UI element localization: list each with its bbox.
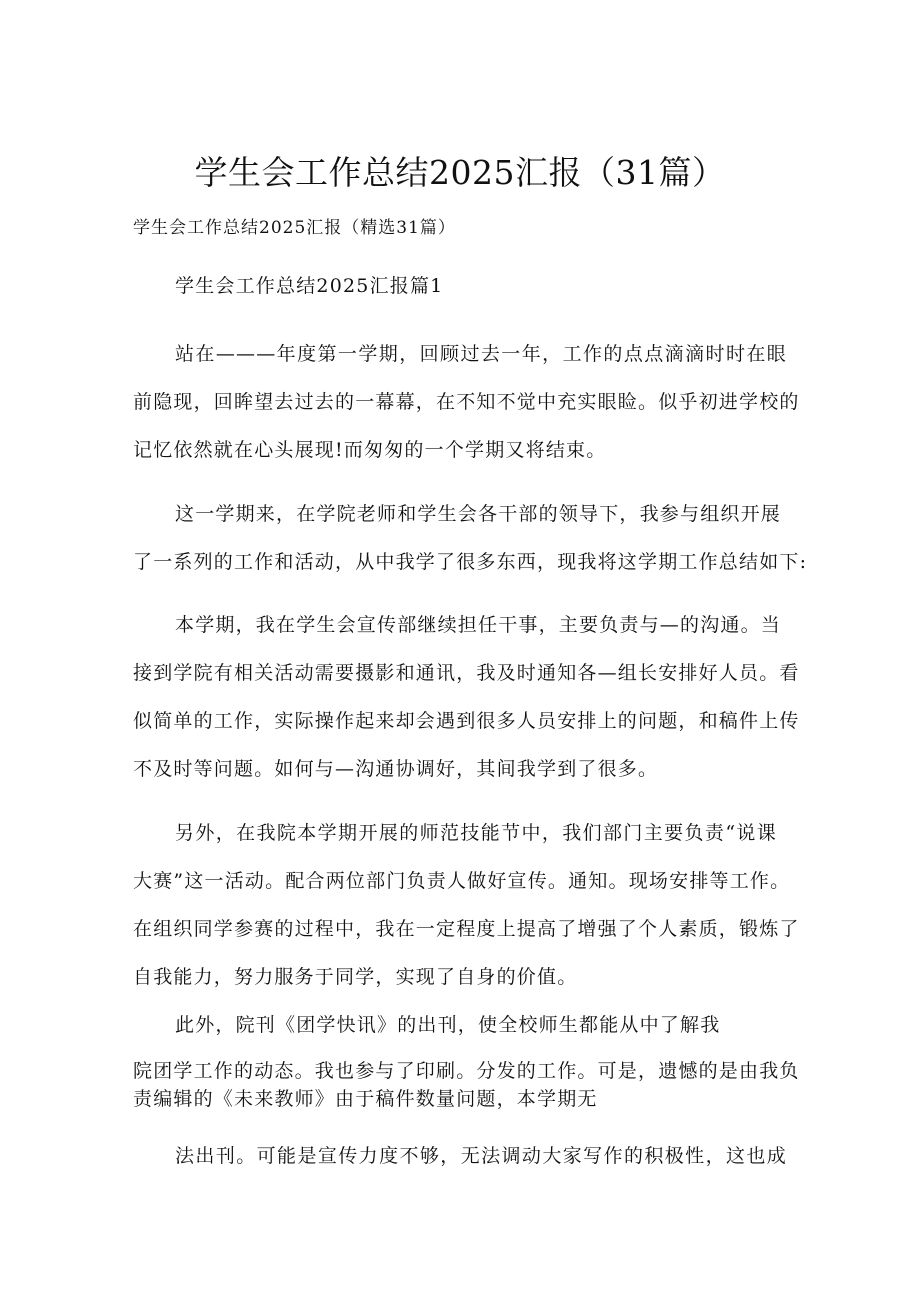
paragraph-line: 前隐现，回眸望去过去的一幕幕，在不知不觉中充实眼睑。似乎初进学校的 — [133, 391, 800, 413]
paragraph-line: 本学期，我在学生会宣传部继续担任干事，主要负责与—的沟通。当 — [175, 614, 782, 636]
paragraph-line: 大赛”这一活动。配合两位部门负责人做好宣传。通知。现场安排等工作。 — [133, 870, 791, 892]
paragraph-line: 记忆依然就在心头展现!而匆匆的一个学期又将结束。 — [133, 439, 607, 461]
paragraph-line: 站在———年度第一学期，回顾过去一年，工作的点点滴滴时时在眼 — [175, 343, 787, 365]
paragraph-line: 不及时等问题。如何与—沟通协调好，其间我学到了很多。 — [133, 758, 659, 780]
paragraph-line: 了一系列的工作和活动，从中我学了很多东西，现我将这学期工作总结如下: — [133, 551, 808, 573]
document-title: 学生会工作总结2025汇报（31篇） — [194, 153, 726, 192]
paragraph-line: 责编辑的《未来教师》由于稿件数量问题，本学期无 — [133, 1088, 598, 1110]
paragraph-line: 法出刊。可能是宣传力度不够，无法调动大家写作的积极性，这也成 — [175, 1145, 787, 1167]
paragraph-line: 接到学院有相关活动需要摄影和通讯，我及时通知各—组长安排好人员。看 — [133, 662, 800, 684]
paragraph-line: 此外，院刊《团学快讯》的出刊，使全校师生都能从中了解我 — [175, 1014, 721, 1036]
paragraph-line: 这一学期来，在学院老师和学生会各干部的领导下，我参与组织开展 — [175, 503, 782, 525]
paragraph-line: 院团学工作的动态。我也参与了印刷。分发的工作。可是，遗憾的是由我负 — [133, 1060, 800, 1082]
paragraph-line: 在组织同学参赛的过程中，我在一定程度上提高了增强了个人素质，锻炼了 — [133, 918, 800, 940]
document-subtitle: 学生会工作总结2025汇报（精选31篇） — [133, 218, 456, 238]
paragraph-line: 似简单的工作，实际操作起来却会遇到很多人员安排上的问题，和稿件上传 — [133, 710, 800, 732]
section-heading: 学生会工作总结2025汇报篇1 — [175, 275, 444, 297]
paragraph-line: 另外，在我院本学期开展的师范技能节中，我们部门主要负责“说课 — [175, 822, 777, 844]
paragraph-line: 自我能力，努力服务于同学，实现了自身的价值。 — [133, 966, 578, 988]
